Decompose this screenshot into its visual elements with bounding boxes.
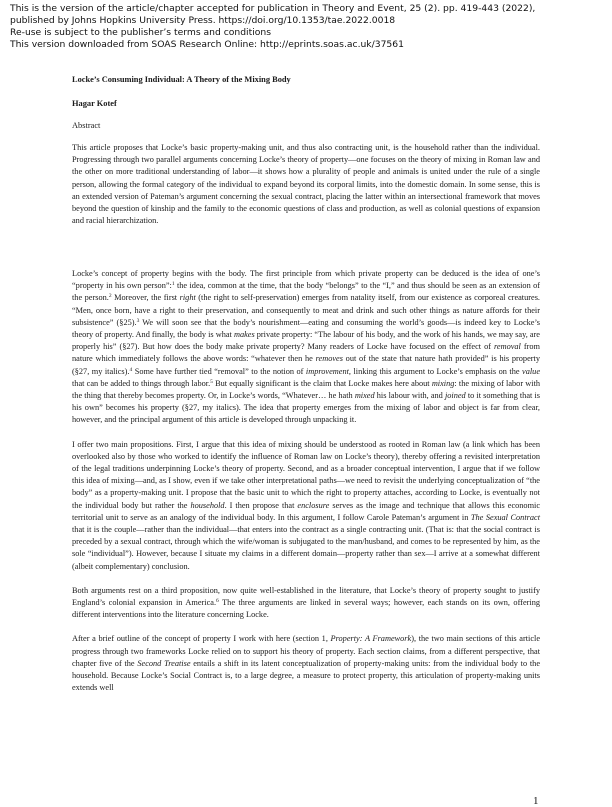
italic-text-run: value — [522, 366, 541, 376]
italic-text-run: Property: A Framework — [330, 634, 412, 644]
italic-text-run: Second Treatise — [137, 658, 191, 668]
publication-notice-line: published by Johns Hopkins University Press. https://doi.org/10.1353/tae.2022.0018 — [10, 15, 396, 26]
publication-notice-header — [10, 3, 600, 51]
text-run: entails a shift in its latent conceptualization of property-making units: from the individual body to the household. Because Locke’s Social Contract is, to a large degree, a measure to protect property, this articulation of property-making units extends well — [72, 658, 540, 693]
abstract-text-run: This article proposes that Locke’s basic property-making unit, and thus also contracting unit, is the household rather than the individual. Progressing through two parallel arguments concerning Locke’s theory of property—one focuses on the theory of mixing in Roman law and the other on more traditional understanding of labor—it shows how a plurality of people and animals is united under the rule of a single person, allowing the formal category of the individual to expand beyond its corporal limits, into the domestic domain. In some sense, this is an extended version of Pateman’s argument concerning the sexual contract, placing the latter within an intersectional framework that moves beyond the question of kinship and the family to the economic questions of class and production, as well as colonial questions of expansion and racial hierarchization. — [72, 143, 540, 226]
publication-notice-line: This is the version of the article/chapter accepted for publication in Theory and Event, 25 (2). pp. 419-443 (2022), — [10, 3, 536, 14]
footnote-marker: 2 — [108, 293, 112, 300]
publication-notice-line: Re-use is subject to the publisher’s terms and conditions — [10, 27, 271, 38]
text-run: We will soon see that the body’s nourishment—eating and consuming the world’s goods—is indeed key to Locke’s theory of property. And finally, the body is what — [72, 317, 541, 340]
text-run: : the mixing of labor with the thing that thereby becomes property. Or, in Locke’s words, “Whatever… he hath — [72, 378, 541, 401]
abstract-heading: Abstract — [72, 121, 101, 130]
italic-text-run: makes — [233, 330, 255, 340]
footnote-marker: 5 — [210, 378, 213, 385]
italic-text-run: joined — [444, 391, 466, 401]
footnote-marker: 6 — [216, 598, 219, 605]
text-run: But equally significant is the claim that Locke makes here about — [212, 378, 432, 388]
text-run: that can be added to things through labor. — [72, 378, 211, 388]
article-author: Hagar Kotef — [72, 99, 117, 108]
text-run: Some have further tied “removal” to the notion of — [132, 366, 306, 376]
italic-text-run: enclosure — [297, 500, 330, 510]
page-number: 1 — [533, 795, 539, 807]
article-title: Locke’s Consuming Individual: A Theory of the Mixing Body — [72, 75, 291, 84]
text-run: from nature which immediately follows the above words: “whatever then he — [72, 342, 541, 364]
text-run: his labour with, and — [374, 391, 445, 401]
footnote-marker: 4 — [129, 366, 133, 373]
text-run: I offer two main propositions. First, I argue that this idea of mixing should be understood as rooted in Roman law (a link which has been overlooked also by those who worked to identify the influence of Roman law on Locke’s theory), thereby offering a revisited interpretation of the legal traditions underpinning Locke’s theory of property. Second, and as a broader conceptual intervention, I argue that if we follow this idea of mixing—and, as I show, even if we take other interpretational paths—we need to revisit the underlying conceptualization of “the body” as a property-making unit. I propose that the basic unit to which the right to property attaches, according to Locke, is eventually not the individual body but rather the — [72, 439, 540, 510]
body-paragraph-4 — [72, 633, 540, 694]
italic-text-run: mixed — [354, 391, 375, 401]
text-run: , linking this argument to Locke’s emphasis on the — [348, 366, 523, 376]
text-run: . I then propose that — [224, 500, 298, 510]
italic-text-run: removes — [315, 354, 343, 364]
italic-text-run: The Sexual Contract — [470, 512, 540, 522]
italic-text-run: removal — [493, 342, 521, 352]
article-body — [72, 268, 540, 707]
body-paragraph-2 — [72, 439, 540, 573]
text-run: to it something that is his own” becomes his property (§27, my italics). The idea that property emerges from the mixing of labor and object is far from clear, however, and the principal argument of this article is developed through unpacking it. — [72, 391, 540, 425]
abstract-text — [72, 142, 540, 227]
footnote-marker: 1 — [171, 281, 175, 288]
publication-notice-line: This version downloaded from SOAS Research Online: http://eprints.soas.ac.uk/37561 — [10, 39, 404, 50]
italic-text-run: right — [179, 293, 196, 303]
italic-text-run: household — [190, 500, 225, 510]
footnote-marker: 3 — [136, 317, 140, 324]
text-run: Locke’s concept of property begins with the body. The first principle from which private property can be deduced is the idea of one’s “property in his own person”: — [72, 269, 540, 291]
text-run: Both arguments rest on a third proposition, now quite well-established in the literature, that Locke’s theory of property sought to justify England’s colonial expansion in America. — [72, 585, 540, 608]
text-run: private property: “The labour of his body, and the work of his hands, we may say, are properly his” (§27). But how does the body make private property? Many readers of Locke have focused on the effect of — [72, 330, 540, 352]
text-run: ), the two main sections of this article progress through two frameworks Locke relied on to support his theory of property. Each section claims, from a different perspective, that chapter five of the — [72, 634, 541, 668]
body-paragraph-1 — [72, 268, 540, 427]
text-run: the idea, common at the time, that the body “belongs” to the “I,” and thus should be seen as an extension of the person. — [72, 281, 541, 303]
body-paragraph-3 — [72, 585, 540, 622]
text-run: out of the state that nature hath provided” is his property (§27, my italics). — [72, 354, 540, 376]
text-run: The three arguments are linked in several ways; however, each stands on its own, offering different interventions into the literature concerning Locke. — [72, 598, 540, 620]
text-run: Moreover, the first — [111, 293, 180, 303]
text-run: that it is the couple—rather than the individual—that enters into the contract as a single contracting unit. (That is: that the social contract is preceded by a sexual contract, through which the wife/woman is subjugated to the man/husband, and comes to be represented by him, as the sole “individual”). However, because I situate my claims in a different domain—property rather than sex—I arrive at a somewhat different (albeit complementary) conclusion. — [72, 525, 540, 571]
text-run: After a brief outline of the concept of property I work with here (section 1, — [72, 634, 331, 644]
text-run: serves as the image and technique that allows this economic territorial unit to serve as an analogy of the individual body. In this argument, I follow Carole Pateman’s argument in — [72, 500, 541, 522]
italic-text-run: improvement — [305, 366, 349, 376]
italic-text-run: mixing — [431, 378, 455, 388]
text-run: (the right to self-preservation) emerges from natality itself, from our existence as corporeal creatures. “Men, once born, have a right to their preservation, and consequently to meat and drink and such other things as nature affords for their subsistence” (§25). — [72, 293, 541, 327]
